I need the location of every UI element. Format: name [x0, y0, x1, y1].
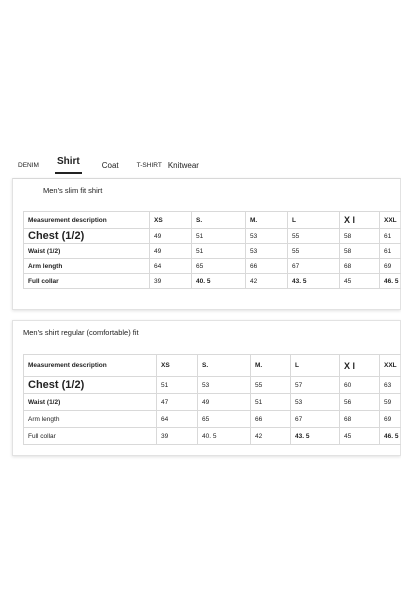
cell-value: 65: [198, 411, 251, 428]
cell-value: 55: [251, 377, 291, 394]
cell-value: 60: [340, 377, 380, 394]
cell-value: 51: [157, 377, 198, 394]
cell-value: 53: [291, 394, 340, 411]
cell-value: 49: [198, 394, 251, 411]
cell-value: 45: [340, 274, 380, 289]
tab-shirt[interactable]: Shirt: [57, 154, 80, 174]
cell-value: 61: [380, 244, 401, 259]
header-size-m: M.: [251, 355, 291, 377]
table-row: [24, 259, 401, 274]
cell-value: 53: [198, 377, 251, 394]
header-size-xl: X l: [340, 212, 380, 229]
header-size-l: L: [288, 212, 340, 229]
row-label-full-collar: Full collar: [24, 428, 157, 445]
cell-value: 43. 5: [288, 274, 340, 289]
header-size-l: L: [291, 355, 340, 377]
cell-value: 55: [288, 229, 340, 244]
cell-value: 56: [340, 394, 380, 411]
category-tabs: [18, 152, 199, 174]
cell-value: 53: [246, 244, 288, 259]
row-label-arm-length: Arm length: [24, 411, 157, 428]
header-measurement: Measurement description: [24, 212, 150, 229]
cell-value: 39: [150, 274, 192, 289]
tab-t-shirt[interactable]: T-SHIRT: [136, 162, 162, 169]
row-label-chest: Chest (1/2): [24, 229, 150, 244]
row-label-waist: Waist (1/2): [24, 244, 150, 259]
header-size-xxl: XXL: [380, 212, 401, 229]
header-size-s: S.: [192, 212, 246, 229]
table-row: [24, 244, 401, 259]
cell-value: 67: [291, 411, 340, 428]
cell-value: 66: [246, 259, 288, 274]
header-size-xs: XS: [150, 212, 192, 229]
cell-value: 66: [251, 411, 291, 428]
cell-value: 57: [291, 377, 340, 394]
card-title: Men's shirt regular (comfortable) fit: [23, 328, 139, 337]
cell-value: 53: [246, 229, 288, 244]
table-header-row: [24, 355, 401, 377]
table-row: [24, 274, 401, 289]
cell-value: 51: [192, 244, 246, 259]
row-label-chest: Chest (1/2): [24, 377, 157, 394]
cell-value: 64: [157, 411, 198, 428]
cell-value: 39: [157, 428, 198, 445]
cell-value: 40. 5: [198, 428, 251, 445]
cell-value: 67: [288, 259, 340, 274]
tab-denim[interactable]: DENIM: [18, 162, 39, 169]
row-label-full-collar: Full collar: [24, 274, 150, 289]
cell-value: 42: [251, 428, 291, 445]
cell-value: 68: [340, 259, 380, 274]
header-size-xl: X l: [340, 355, 380, 377]
table-header-row: [24, 212, 401, 229]
cell-value: 45: [340, 428, 380, 445]
slim-fit-size-table: [23, 211, 401, 289]
regular-fit-size-table: [23, 354, 401, 445]
cell-value: 64: [150, 259, 192, 274]
header-size-m: M.: [246, 212, 288, 229]
cell-value: 43. 5: [291, 428, 340, 445]
cell-value: 46. 5: [380, 428, 401, 445]
table-row: [24, 229, 401, 244]
header-size-xs: XS: [157, 355, 198, 377]
card-title: Men's slim fit shirt: [43, 186, 103, 195]
row-label-waist: Waist (1/2): [24, 394, 157, 411]
cell-value: 63: [380, 377, 401, 394]
cell-value: 69: [380, 411, 401, 428]
cell-value: 51: [192, 229, 246, 244]
slim-fit-size-card: [12, 178, 401, 310]
table-row: [24, 428, 401, 445]
cell-value: 58: [340, 229, 380, 244]
header-size-s: S.: [198, 355, 251, 377]
regular-fit-size-card: [12, 320, 401, 456]
cell-value: 55: [288, 244, 340, 259]
cell-value: 51: [251, 394, 291, 411]
table-row: [24, 411, 401, 428]
tab-coat[interactable]: Coat: [101, 161, 119, 170]
cell-value: 61: [380, 229, 401, 244]
cell-value: 65: [192, 259, 246, 274]
row-label-arm-length: Arm length: [24, 259, 150, 274]
header-measurement: Measurement description: [24, 355, 157, 377]
cell-value: 69: [380, 259, 401, 274]
cell-value: 49: [150, 229, 192, 244]
header-size-xxl: XXL: [380, 355, 401, 377]
cell-value: 46. 5: [380, 274, 401, 289]
table-row: [24, 377, 401, 394]
cell-value: 49: [150, 244, 192, 259]
tab-knitwear[interactable]: Knitwear: [167, 161, 199, 170]
cell-value: 58: [340, 244, 380, 259]
cell-value: 42: [246, 274, 288, 289]
cell-value: 47: [157, 394, 198, 411]
cell-value: 59: [380, 394, 401, 411]
cell-value: 68: [340, 411, 380, 428]
cell-value: 40. 5: [192, 274, 246, 289]
table-row: [24, 394, 401, 411]
